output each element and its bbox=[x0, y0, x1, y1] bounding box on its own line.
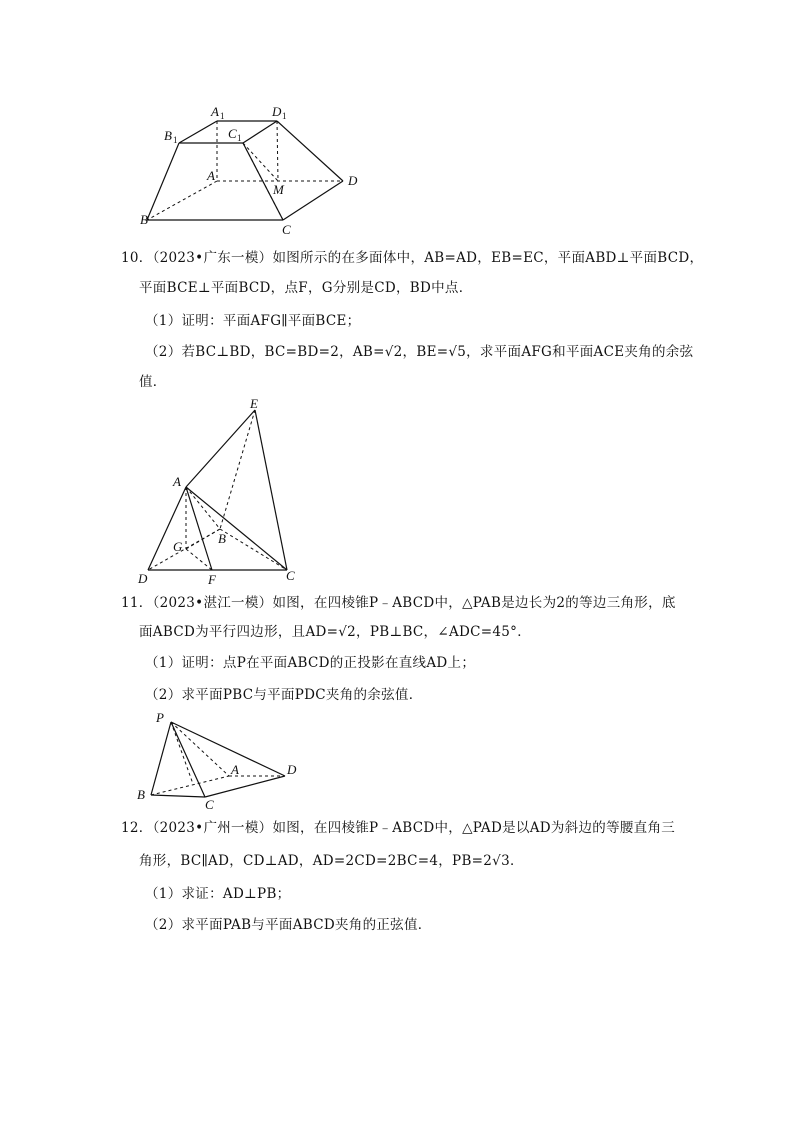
label-B1-sub: 1 bbox=[173, 135, 178, 145]
p11-line-3: （1）证明：点P在平面ABCD的正投影在直线AD上； bbox=[145, 655, 476, 671]
label-D: D bbox=[138, 571, 148, 586]
p12-line-4: （2）求平面PAB与平面ABCD夹角的正弦值． bbox=[145, 917, 432, 933]
label-C: C bbox=[286, 568, 295, 583]
label-B: B bbox=[218, 531, 226, 546]
p12-line-2: 角形，BC∥AD，CD⊥AD，AD=2CD=2BC=4，PB=2√3． bbox=[139, 853, 524, 869]
label-A: A bbox=[231, 762, 239, 777]
label-A1: A bbox=[211, 104, 219, 119]
p10-line-5: 值． bbox=[139, 374, 167, 390]
p10-line-3: （1）证明：平面AFG∥平面BCE； bbox=[145, 313, 361, 329]
p10-line-1: 10．（2023•广东一模）如图所示的在多面体中，AB=AD，EB=EC，平面ABD⊥平面BCD， bbox=[121, 250, 704, 266]
tetra-figure bbox=[130, 392, 310, 592]
label-A: A bbox=[207, 168, 215, 183]
p11-line-1: 11．（2023•湛江一模）如图，在四棱锥P﹣ABCD中，△PAB是边长为2的等边三角形，底 bbox=[121, 595, 676, 611]
label-C1-sub: 1 bbox=[237, 133, 242, 143]
label-C: C bbox=[282, 222, 291, 237]
pyramid-figure bbox=[135, 708, 305, 813]
frustum-figure bbox=[130, 100, 370, 240]
label-D1: D bbox=[272, 104, 282, 119]
label-A1-sub: 1 bbox=[220, 111, 225, 121]
label-C1: C bbox=[228, 126, 237, 141]
label-F: F bbox=[208, 572, 216, 587]
label-A: A bbox=[173, 474, 181, 489]
label-B: B bbox=[140, 212, 148, 227]
p11-line-2: 面ABCD为平行四边形，且AD=√2，PB⊥BC，∠ADC=45°． bbox=[139, 624, 532, 640]
label-D1-sub: 1 bbox=[282, 111, 287, 121]
label-C: C bbox=[205, 797, 214, 812]
label-G: G bbox=[173, 539, 183, 554]
label-M: M bbox=[273, 182, 284, 197]
label-P: P bbox=[156, 710, 164, 725]
p10-line-4: （2）若BC⊥BD，BC=BD=2，AB=√2，BE=√5，求平面AFG和平面ACE夹角的余弦 bbox=[145, 344, 694, 360]
p11-line-4: （2）求平面PBC与平面PDC夹角的余弦值． bbox=[145, 687, 423, 703]
p12-line-3: （1）求证：AD⊥PB； bbox=[145, 886, 291, 902]
label-B1: B bbox=[164, 128, 172, 143]
label-D: D bbox=[287, 762, 297, 777]
label-B: B bbox=[137, 787, 145, 802]
label-D: D bbox=[348, 173, 358, 188]
p12-line-1: 12．（2023•广州一模）如图，在四棱锥P﹣ABCD中，△PAD是以AD为斜边的等腰直角三 bbox=[121, 820, 676, 836]
p10-line-2: 平面BCE⊥平面BCD，点F，G分别是CD，BD中点． bbox=[139, 280, 473, 296]
label-E: E bbox=[250, 396, 258, 411]
